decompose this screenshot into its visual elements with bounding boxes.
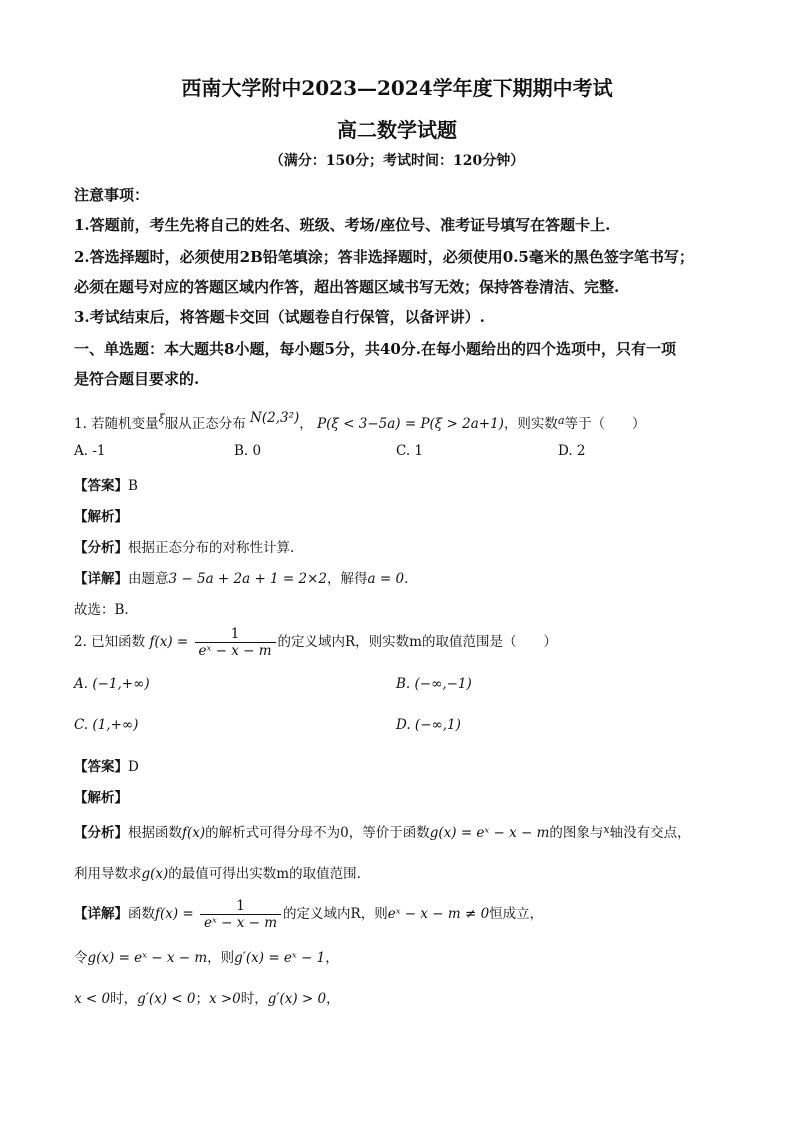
q2-fenxi-d: 轴没有交点， [609, 825, 691, 841]
q2-analysis-tag: 【解析】 [74, 790, 128, 806]
q2-sign-e: x >0 [208, 991, 241, 1007]
q2-xj-c: eˣ − x − m ≠ 0 [387, 906, 490, 922]
q1-option-d: D. 2 [558, 443, 586, 459]
q1-suffix: 等于（ ） [564, 416, 646, 432]
q1-xiangjie-eq: 3 − 5a + 2a + 1 = 2×2 [168, 571, 328, 587]
q1-answer [74, 474, 138, 494]
notes-heading: 注意事项： [74, 186, 150, 204]
q2-xj-frac-den: eˣ − x − m [204, 915, 278, 931]
q2-option-a: A. (−1,+∞) [74, 676, 150, 692]
q2-ling-c: ， [325, 950, 339, 966]
score-info: （满分：150分；考试时间：120分钟） [269, 153, 525, 169]
q2-xj-a: 函数 [128, 906, 155, 922]
q2-fenxi-x: x [603, 823, 610, 836]
q2-prefix: 2. 已知函数 [74, 634, 146, 650]
q2-xj-fraction [200, 898, 281, 931]
q2-fenxi-cont [74, 862, 361, 882]
q2-frac-num: 1 [195, 626, 276, 643]
q2-fenxi2-b: 的最值可得出实数m的取值范围. [168, 866, 361, 882]
q2-ling [74, 946, 339, 966]
q2-sign-c: g′(x) < 0 [137, 991, 196, 1007]
q1-analysis-tag: 【解析】 [74, 509, 128, 525]
q2-fenxi2-a: 利用导数求 [74, 866, 142, 882]
q2-ling-g: g(x) = eˣ − x − m [87, 950, 208, 966]
q1-xiangjie-pre: 由题意 [128, 571, 169, 587]
q1-choose: 故选：B. [74, 602, 129, 618]
q1-answer-tag: 【答案】 [74, 478, 128, 494]
q2-sign-a: x < 0 [74, 991, 111, 1007]
q2-xj-frac-num: 1 [200, 898, 281, 915]
note-item-2: 2.答选择题时，必须使用2B铅笔填涂；答非选择题时，必须使用0.5毫米的黑色签字笔书写； [74, 248, 694, 266]
q2-answer-tag: 【答案】 [74, 759, 128, 775]
q1-xiangjie-res: a = 0 [367, 571, 405, 587]
q1-xi: ξ [158, 412, 165, 425]
q1-option-c: C. 1 [396, 443, 424, 459]
q2-sign [74, 987, 340, 1007]
q2-ling-b: ，则 [207, 950, 235, 966]
q1-mid2: ，则实数 [503, 416, 558, 432]
q1-option-a: A. -1 [74, 443, 106, 459]
q2-ling-gp: g′(x) = eˣ − 1 [234, 950, 326, 966]
q2-fenxi-b: 的解析式可得分母不为0，等价于函数 [205, 825, 430, 841]
q2-xiangjie [74, 898, 543, 931]
q2-fenxi-tag: 【分析】 [74, 825, 128, 841]
note-item-1: 1.答题前，考生先将自己的姓名、班级、考场/座位号、准考证号填写在答题卡上. [74, 216, 611, 234]
q1-prefix: 1. 若随机变量 [74, 416, 159, 432]
q2-suffix: 的定义域内R，则实数m的取值范围是（ ） [277, 634, 557, 650]
q1-xiangjie-end: . [404, 571, 409, 587]
q2-ling-a: 令 [74, 950, 88, 966]
question-2 [74, 626, 557, 659]
q2-answer [74, 755, 139, 775]
q2-sign-g: g′(x) > 0 [267, 991, 327, 1007]
note-item-3: 3.考试结束后，将答题卡交回（试题卷自行保管，以备评讲）. [74, 308, 485, 326]
q2-fenxi-f: f(x) [182, 825, 206, 841]
q1-distribution: N(2,3²) [250, 410, 300, 426]
q2-sign-h: ， [326, 991, 340, 1007]
section-heading-cont: 是符合题目要求的. [74, 370, 200, 388]
note-item-2-cont: 必须在题号对应的答题区域内作答，超出答题区域书写无效；保持答卷清洁、完整. [74, 278, 620, 296]
q2-xj-f: f(x) = [155, 906, 194, 922]
q2-xj-d: 恒成立， [489, 906, 544, 922]
q2-fenxi-c: 的图象与 [549, 825, 604, 841]
q2-fenxi2-g: g(x) [141, 866, 169, 882]
q1-fenxi-tag: 【分析】 [74, 540, 128, 556]
q2-fenxi [74, 821, 691, 841]
q1-option-b: B. 0 [234, 443, 262, 459]
question-1: 1. 若随机变量$^\xi$服从正态分布 N(2,3²)， P(ξ < 3−5a) = P(ξ > 2a+1)，则实数$^a$等于（ ） [74, 410, 646, 432]
q1-var: a [557, 414, 565, 427]
q2-sign-b: 时， [110, 991, 138, 1007]
q2-option-d: D. (−∞,1) [396, 717, 461, 733]
q2-fenxi-g: g(x) = eˣ − x − m [429, 825, 550, 841]
q1-xiangjie [74, 567, 408, 587]
q2-frac-den: eˣ − x − m [198, 643, 272, 659]
q1-equation: P(ξ < 3−5a) = P(ξ > 2a+1) [317, 416, 504, 432]
section-heading: 一、单选题：本大题共8小题，每小题5分，共40分.在每小题给出的四个选项中，只有一项 [74, 340, 676, 358]
q2-option-b: B. (−∞,−1) [396, 676, 472, 692]
q2-option-c: C. (1,+∞) [74, 717, 139, 733]
q1-fenxi-text: 根据正态分布的对称性计算. [128, 540, 295, 556]
q1-answer-value: B [128, 478, 138, 494]
q2-xj-tag: 【详解】 [74, 906, 128, 922]
q1-xiangjie-mid: ，解得 [327, 571, 368, 587]
q2-fraction [195, 626, 276, 659]
q2-fenxi-a: 根据函数 [128, 825, 182, 841]
q2-answer-value: D [128, 759, 139, 775]
exam-title: 西南大学附中2023—2024学年度下期期中考试 [181, 76, 613, 100]
q1-mid1: 服从正态分布 [164, 416, 246, 432]
q1-xiangjie-tag: 【详解】 [74, 571, 128, 587]
q2-sign-d: ； [195, 991, 209, 1007]
exam-subtitle: 高二数学试题 [337, 118, 457, 142]
q2-xj-b: 的定义域内R，则 [283, 906, 388, 922]
q1-fenxi [74, 536, 294, 556]
q2-sign-f: 时， [240, 991, 268, 1007]
q2-fx: f(x) = [149, 634, 189, 650]
